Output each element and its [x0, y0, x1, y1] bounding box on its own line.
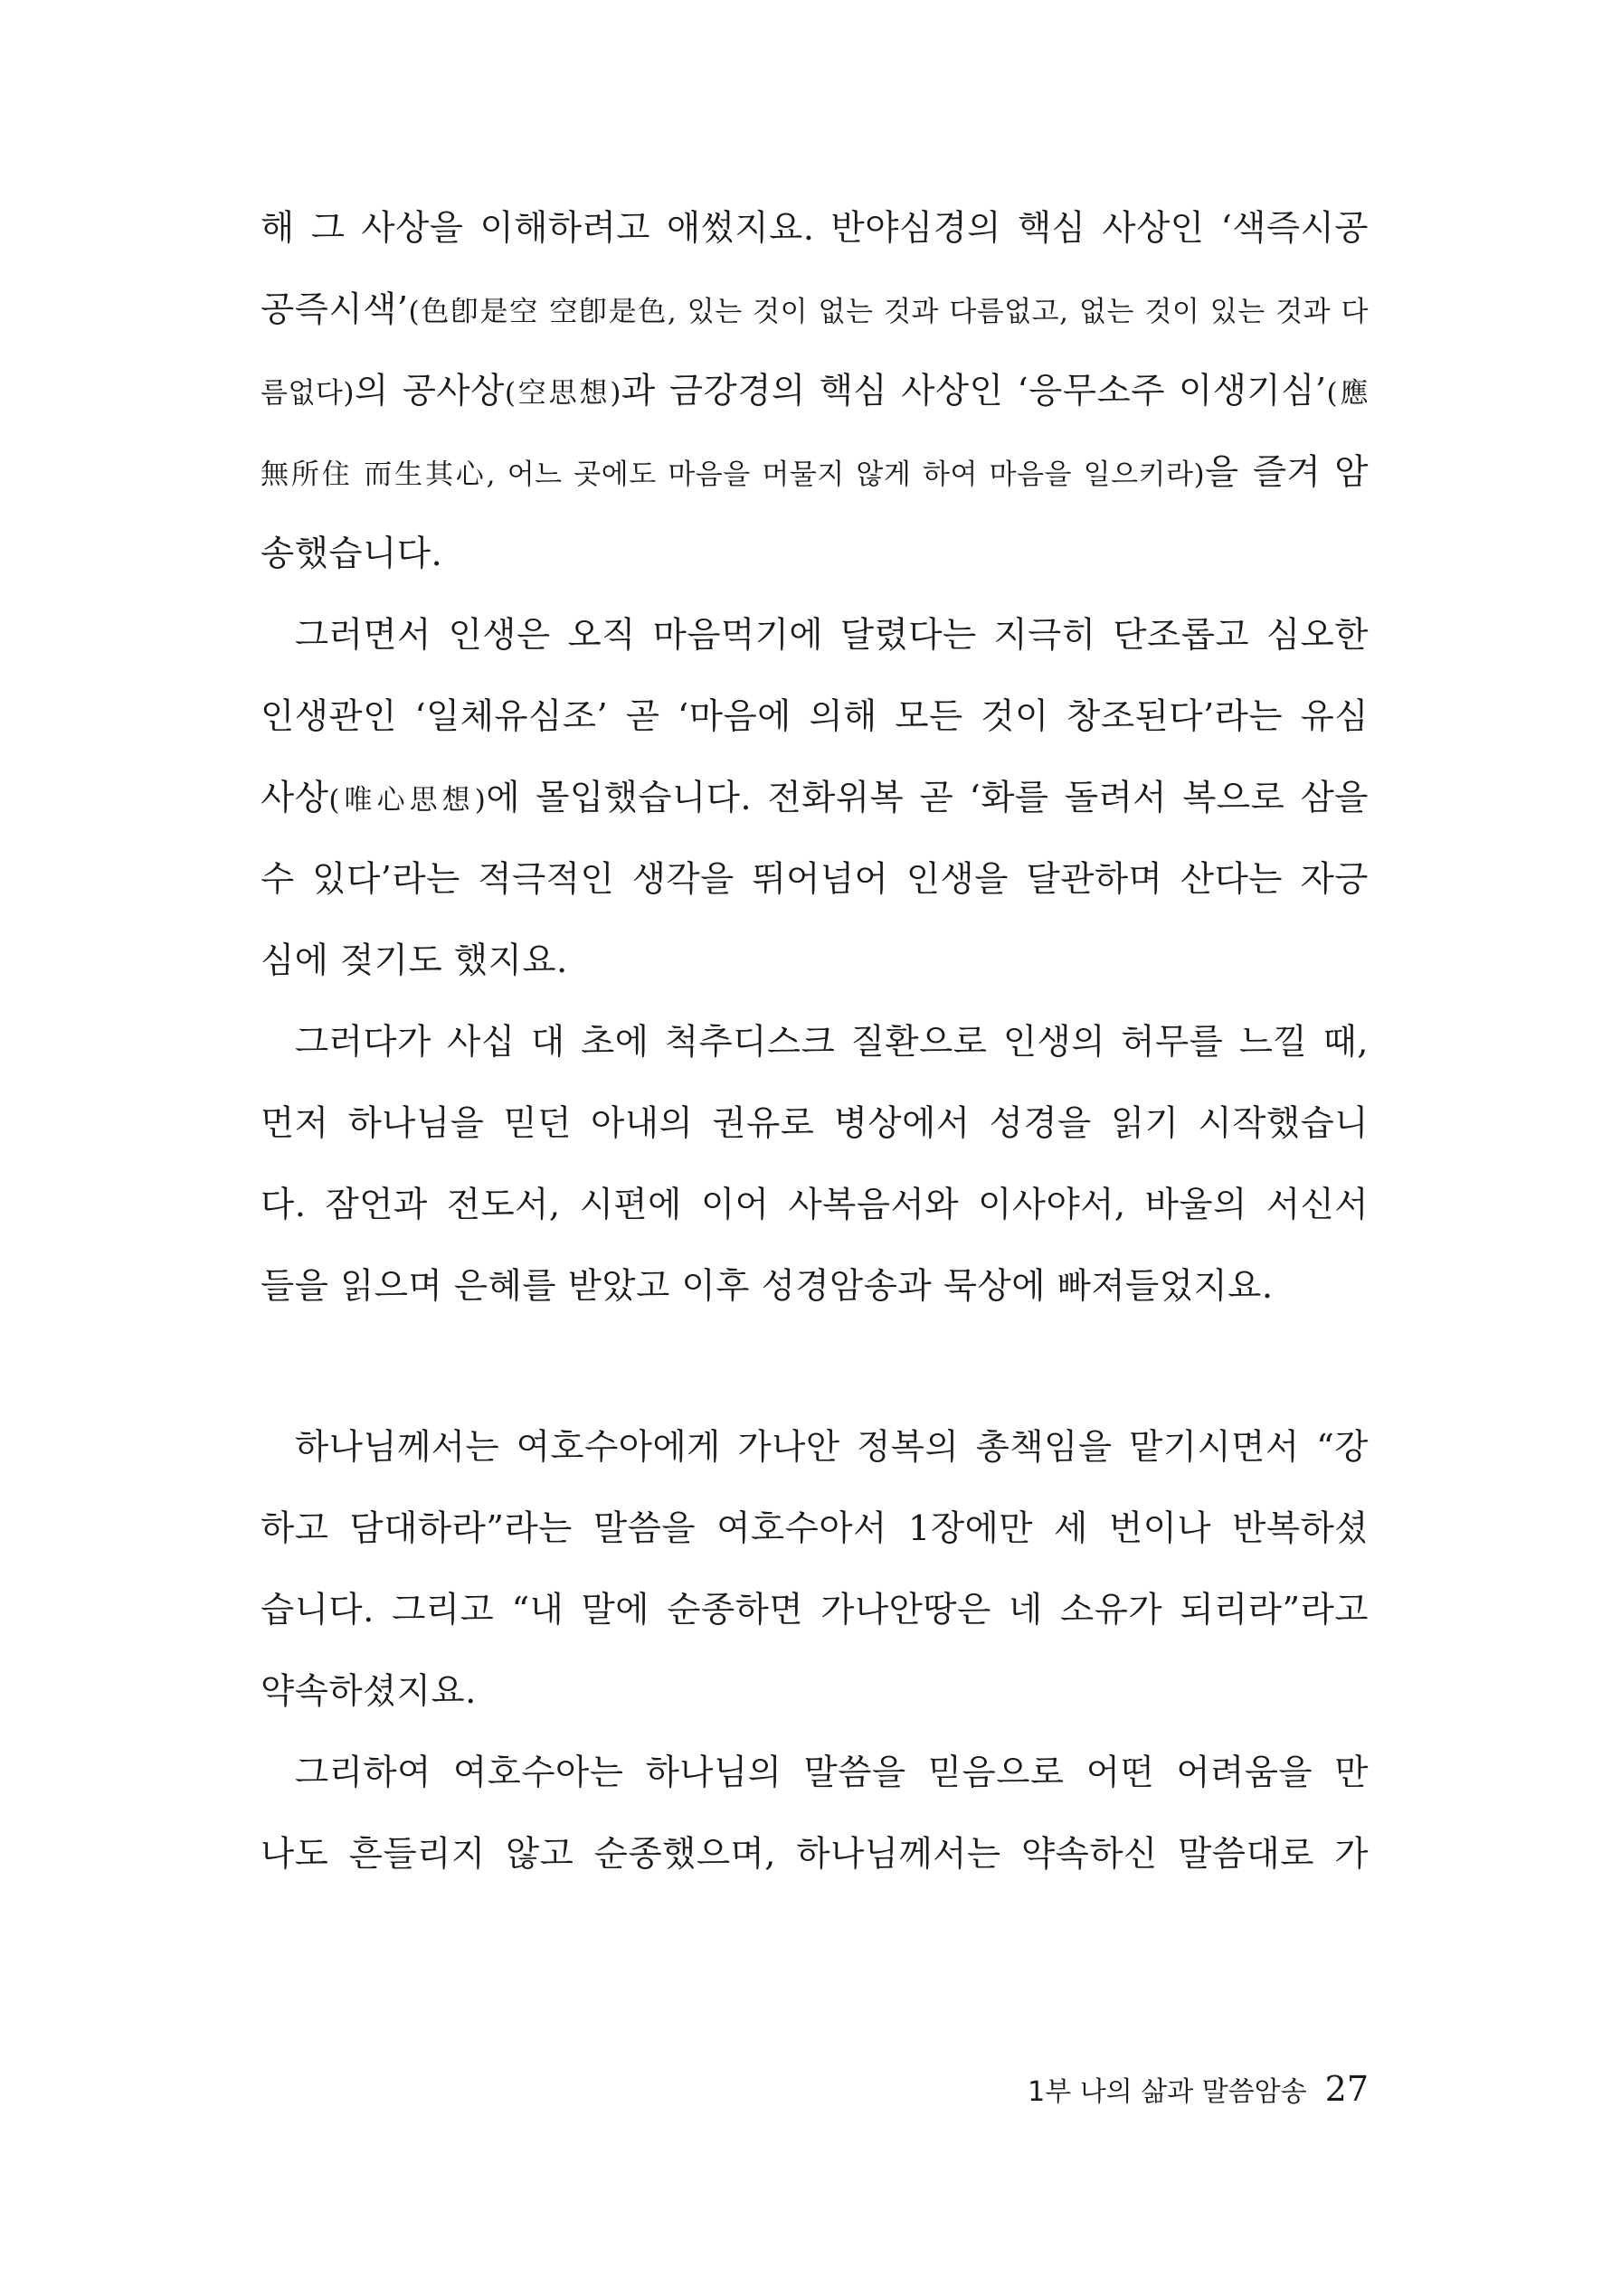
text-line — [261, 758, 1369, 839]
text-line: 하나님께서는 여호수아에게 가나안 정복의 총책임을 맡기시면서 “강 — [295, 1427, 1369, 1468]
text-line — [261, 269, 1369, 351]
text-line — [261, 432, 1369, 514]
page-number: 27 — [1324, 2069, 1369, 2109]
text-line: 송했습니다. — [261, 534, 443, 574]
text-span: 공즉시색’ — [261, 289, 409, 330]
text-line: 습니다. 그리고 “내 말에 순종하면 가나안땅은 네 소유가 되리라”라고 — [261, 1590, 1369, 1630]
annotation-text: (唯心思想) — [328, 784, 487, 817]
page-footer — [1028, 2062, 1369, 2116]
text-line: 하고 담대하라”라는 말씀을 여호수아서 1장에만 세 번이나 반복하셨 — [261, 1508, 1369, 1549]
annotation-text: (空思想) — [504, 377, 622, 410]
text-line: 약속하셨지요. — [261, 1671, 477, 1712]
text-line: 해 그 사상을 이해하려고 애썼지요. 반야심경의 핵심 사상인 ‘색즉시공 — [261, 208, 1369, 249]
text-line: 인생관인 ‘일체유심조’ 곧 ‘마음에 의해 모든 것이 창조된다’라는 유심 — [261, 696, 1369, 737]
text-span: 과 금강경의 핵심 사상인 ‘응무소주 이생기심’ — [621, 371, 1327, 411]
text-line: 수 있다’라는 적극적인 생각을 뛰어넘어 인생을 달관하며 산다는 자긍 — [261, 859, 1369, 900]
text-span: 의 공사상 — [354, 371, 505, 411]
text-line: 나도 흔들리지 않고 순종했으며, 하나님께서는 약속하신 말씀대로 가 — [261, 1834, 1369, 1875]
annotation-text: (應 — [1326, 377, 1369, 410]
text-line: 그러다가 사십 대 초에 척추디스크 질환으로 인생의 허무를 느낄 때, — [295, 1022, 1369, 1063]
annotation-text: 름없다) — [261, 377, 355, 410]
text-span: 에 몰입했습니다. 전화위복 곧 ‘화를 돌려서 복으로 삼을 — [486, 778, 1369, 818]
annotation-text: (色卽是空 空卽是色, 있는 것이 없는 것과 다름없고, 없는 것이 있는 것과 다 — [408, 296, 1369, 328]
text-span: 을 즐겨 암 — [1205, 452, 1369, 493]
running-footer-title: 1부 나의 삶과 말씀암송 — [1028, 2076, 1307, 2108]
text-line: 심에 젖기도 했지요. — [261, 940, 568, 981]
text-line: 그러면서 인생은 오직 마음먹기에 달렸다는 지극히 단조롭고 심오한 — [295, 615, 1369, 656]
text-line: 다. 잠언과 전도서, 시편에 이어 사복음서와 이사야서, 바울의 서신서 — [261, 1185, 1369, 1225]
text-span: 사상 — [261, 778, 329, 818]
annotation-text: 無所住 而生其心, 어느 곳에도 마음을 머물지 않게 하여 마음을 일으키라) — [261, 458, 1206, 491]
text-line: 들을 읽으며 은혜를 받았고 이후 성경암송과 묵상에 빠져들었지요. — [261, 1266, 1274, 1307]
text-line: 먼저 하나님을 믿던 아내의 권유로 병상에서 성경을 읽기 시작했습니 — [261, 1103, 1369, 1144]
text-line — [261, 351, 1369, 432]
text-line: 그리하여 여호수아는 하나님의 말씀을 믿음으로 어떤 어려움을 만 — [295, 1753, 1369, 1793]
